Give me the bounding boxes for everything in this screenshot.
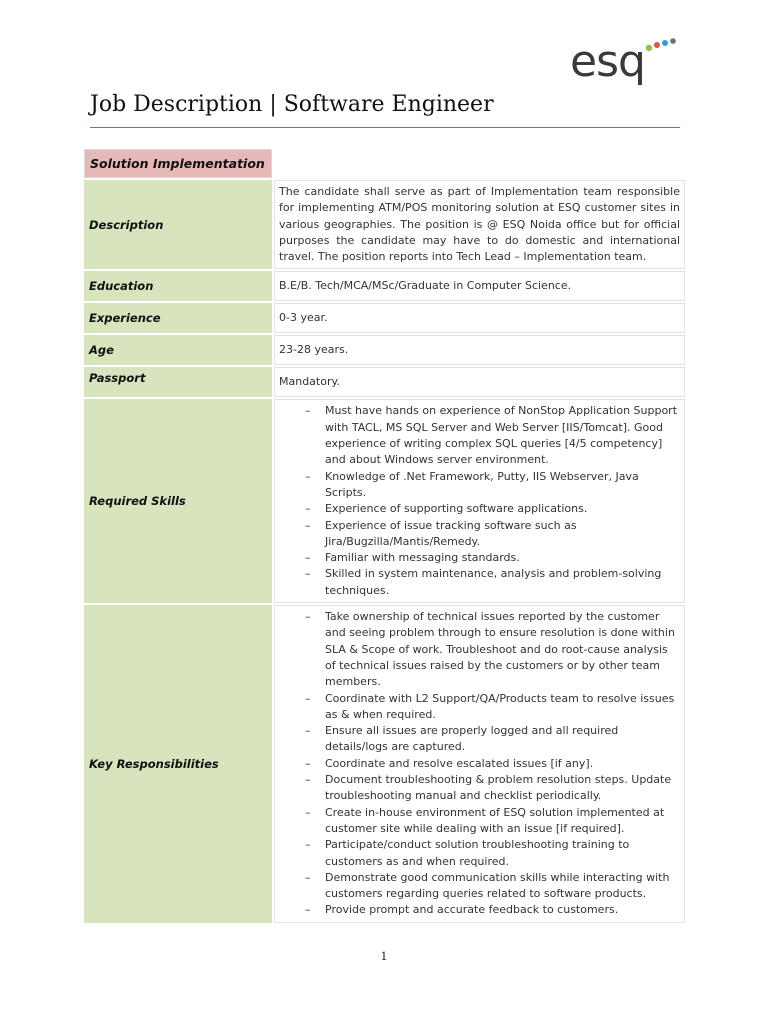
list-item-text: Participate/conduct solution troubleshooting training to customers as and when required. (325, 838, 630, 868)
list-item-text: Experience of supporting software applications. (325, 502, 588, 516)
dash-bullet-icon: – (305, 567, 311, 581)
value-education: B.E/B. Tech/MCA/MSc/Graduate in Computer Science. (274, 271, 685, 301)
list-item-text: Demonstrate good communication skills while interacting with customers regarding queries related to software products. (325, 870, 670, 901)
dash-bullet-icon: – (305, 518, 311, 532)
list-item (305, 566, 680, 599)
list-item-text: Take ownership of technical issues reported by the customer and seeing problem through to ensure resolution is done within SLA & Scope of work. Troubleshoot and do root-cause analysis of technical issues raised by the customers or by other team members. (325, 610, 675, 689)
value-key-responsibilities (274, 605, 685, 923)
table-row-experience (84, 303, 685, 333)
list-item-text: Document troubleshooting & problem resolution steps. Update troubleshooting manual and checklist periodically. (325, 773, 672, 803)
list-item (305, 870, 680, 903)
list-item (305, 550, 680, 566)
dash-bullet-icon: – (305, 691, 311, 705)
label-education: Education (84, 271, 272, 301)
list-item-text: Skilled in system maintenance, analysis and problem-solving techniques. (325, 567, 662, 597)
value-required-skills (274, 399, 685, 603)
value-age: 23-28 years. (274, 335, 685, 365)
dash-bullet-icon: – (305, 724, 311, 738)
table-row-responsibilities (84, 605, 685, 923)
skills-list (279, 403, 680, 599)
value-description: The candidate shall serve as part of Implementation team responsible for implementing ATM/POS monitoring solution at ESQ customer sites in various geographies. The position is @ ESQ Noida office but for official purposes the candidate may have to do domestic and international travel. The position reports into Tech Lead – Implementation team. (274, 180, 685, 269)
list-item (305, 902, 680, 918)
list-item-text: Coordinate and resolve escalated issues [if any]. (325, 756, 594, 770)
logo-dots-icon (642, 36, 682, 56)
list-item (305, 501, 680, 517)
list-item-text: Knowledge of .Net Framework, Putty, IIS Webserver, Java Scripts. (325, 469, 639, 499)
label-description: Description (84, 180, 272, 269)
section-header: Solution Implementation (84, 149, 272, 178)
list-item (305, 805, 680, 838)
list-item (305, 609, 680, 690)
page-number: 1 (380, 950, 388, 963)
list-item-text: Coordinate with L2 Support/QA/Products team to resolve issues as & when required. (325, 691, 675, 721)
table-row-age (84, 335, 685, 365)
table-row-description (84, 180, 685, 269)
list-item (305, 772, 680, 805)
title-underline (90, 127, 680, 128)
dash-bullet-icon: – (305, 805, 311, 819)
list-item (305, 691, 680, 724)
esq-logo (570, 36, 680, 88)
list-item-text: Create in-house environment of ESQ solution implemented at customer site while dealing with an issue [if required]. (325, 805, 665, 835)
list-item (305, 403, 680, 468)
table-header-row (84, 149, 685, 178)
label-required-skills: Required Skills (84, 399, 272, 603)
list-item (305, 518, 680, 551)
dash-bullet-icon: – (305, 756, 311, 770)
list-item (305, 723, 680, 756)
dash-bullet-icon: – (305, 870, 311, 884)
label-age: Age (84, 335, 272, 365)
responsibilities-list (279, 609, 680, 919)
list-item-text: Experience of issue tracking software such as Jira/Bugzilla/Mantis/Remedy. (325, 518, 577, 548)
dash-bullet-icon: – (305, 404, 311, 418)
list-item (305, 837, 680, 870)
label-passport: Passport (84, 367, 272, 397)
page-title: Job Description | Software Engineer (90, 92, 494, 117)
table-row-skills (84, 399, 685, 603)
value-passport: Mandatory. (274, 367, 685, 397)
value-experience: 0-3 year. (274, 303, 685, 333)
logo-wordmark: esq (570, 36, 645, 87)
list-item-text: Must have hands on experience of NonStop Application Support with TACL, MS SQL Server and Web Server [IIS/Tomcat]. Good experience of writing complex SQL queries [4/5 competency] and about Windows server environment. (325, 404, 678, 467)
list-item (305, 469, 680, 502)
dash-bullet-icon: – (305, 502, 311, 516)
dash-bullet-icon: – (305, 773, 311, 787)
dash-bullet-icon: – (305, 610, 311, 624)
dash-bullet-icon: – (305, 903, 311, 917)
table-row-education (84, 271, 685, 301)
dash-bullet-icon: – (305, 838, 311, 852)
label-key-responsibilities: Key Responsibilities (84, 605, 272, 923)
label-experience: Experience (84, 303, 272, 333)
dash-bullet-icon: – (305, 469, 311, 483)
table-row-passport (84, 367, 685, 397)
dash-bullet-icon: – (305, 551, 311, 565)
job-description-table (82, 147, 687, 925)
list-item-text: Familiar with messaging standards. (325, 551, 520, 565)
list-item-text: Provide prompt and accurate feedback to customers. (325, 903, 619, 917)
list-item-text: Ensure all issues are properly logged and all required details/logs are captured. (325, 724, 619, 754)
list-item (305, 756, 680, 772)
